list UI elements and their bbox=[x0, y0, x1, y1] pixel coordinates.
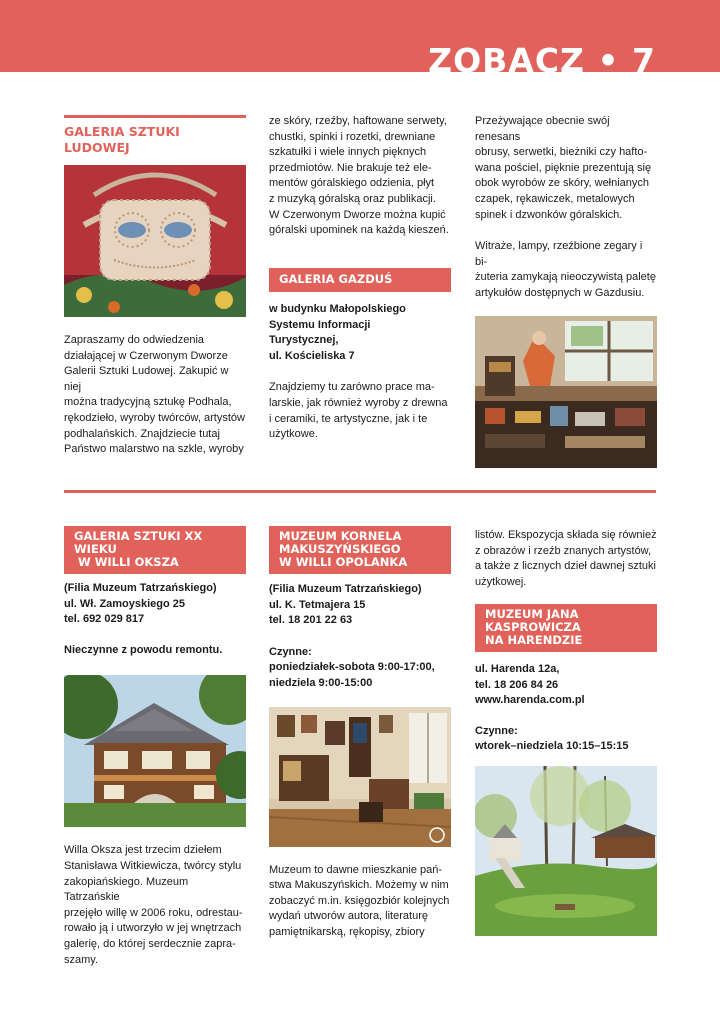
galeria-ludowa-text: Zapraszamy do odwiedzenia działającej w Czerwonym Dworze Galerii Sztuki Ludowej. Zakupić w niej można tradycyjną sztukę Podhala, rękodzieło, wyroby twórców, artystów podhalańskich. Znajdziecie tutaj Państwo malarstwo na szkle, wyroby bbox=[64, 334, 245, 456]
makuszynski-interior-photo bbox=[269, 707, 451, 847]
galeria-gazdus-continued: Przeżywające obecnie swój renesans obrusy, serwetki, bieżniki czy hafto- wana pościel, pięknie prezentują się obok wyrobów ze skóry, wełnianych czapek, rękawiczek, metalowych spinek i dzwonków góralskich. Witraże, lampy, rzeźbione zegary i bi- żuteria zamykają nieoczywistą paletę artykułów dostępnych w Gazdusiu. bbox=[475, 114, 657, 468]
page-title: ZOBACZ • 7 bbox=[428, 41, 656, 72]
muzeum-makuszynskiego-text: Muzeum to dawne mieszkanie pań- stwa Makuszyńskich. Możemy w nim zobaczyć m.in. księgozbiór kolejnych wydań utworów autora, literaturę pamiętnikarską, rękopisy, zbiory bbox=[269, 863, 450, 938]
handbag-photo bbox=[64, 165, 246, 317]
muzeum-kasprowicza-info: ul. Harenda 12a, tel. 18 206 84 26 www.harenda.com.pl bbox=[475, 663, 585, 707]
gazdus-interior-photo bbox=[475, 316, 657, 468]
muzeum-makuszynskiego-title: MUZEUM KORNELA MAKUSZYŃSKIEGO W WILLI OPOLANKA bbox=[269, 526, 451, 574]
muzeum-makuszynskiego-section bbox=[269, 526, 451, 941]
harenda-garden-photo bbox=[475, 766, 657, 936]
muzeum-kasprowicza-section bbox=[475, 604, 657, 936]
willa-oksza-photo bbox=[64, 675, 246, 827]
galeria-ludowa-continued: ze skóry, rzeźby, haftowane serwety, chustki, spinki i rozetki, drewniane szkatułki i wiele innych pięknych przedmiotów. Nie brakuje też ele- mentów góralskiego odzienia, płyt z muzyką góralską oraz publikacji. W Czerwonym Dworze można kupić góralski upominek na każdą kieszeń. bbox=[269, 115, 449, 237]
galeria-ludowa-title: GALERIA SZTUKI LUDOWEJ bbox=[64, 124, 180, 155]
galeria-xx-section bbox=[64, 526, 246, 968]
galeria-gazdus-address: w budynku Małopolskiego Systemu Informacji Turystycznej, ul. Kościeliska 7 bbox=[269, 303, 406, 362]
muzeum-makuszynskiego-hours: Czynne: poniedziałek-sobota 9:00-17:00, niedziela 9:00-15:00 bbox=[269, 645, 435, 689]
muzeum-makuszynskiego-info: (Filia Muzeum Tatrzańskiego) ul. K. Tetmajera 15 tel. 18 201 22 63 bbox=[269, 583, 422, 627]
galeria-xx-info: (Filia Muzeum Tatrzańskiego) ul. Wł. Zamoyskiego 25 tel. 692 029 817 bbox=[64, 582, 217, 626]
galeria-xx-title: GALERIA SZTUKI XX WIEKU W WILLI OKSZA bbox=[64, 526, 246, 574]
galeria-gazdus-text: Znajdziemy tu zarówno prace ma- larskie, jak również wyroby z drewna i ceramiki, te artystyczne, jak i te użytkowe. bbox=[269, 381, 448, 441]
section-divider bbox=[64, 490, 656, 493]
galeria-xx-closed: Nieczynne z powodu remontu. bbox=[64, 643, 223, 656]
muzeum-makuszynskiego-continued: listów. Ekspozycja składa się również z obrazów i rzeźb znanych artystów, a także z licznych dzieł dawnej sztuki użytkowej. bbox=[475, 529, 657, 588]
galeria-gazdus-section bbox=[269, 268, 451, 443]
galeria-ludowa-section bbox=[64, 115, 246, 458]
muzeum-kasprowicza-hours: Czynne: wtorek–niedziela 10:15–15:15 bbox=[475, 724, 629, 753]
section-rule bbox=[64, 115, 246, 118]
muzeum-kasprowicza-title: MUZEUM JANA KASPROWICZA NA HARENDZIE bbox=[475, 604, 657, 652]
galeria-gazdus-title: GALERIA GAZDUŚ bbox=[269, 268, 451, 292]
header-band bbox=[0, 0, 720, 72]
galeria-xx-text: Willa Oksza jest trzecim dziełem Stanisława Witkiewicza, twórcy stylu zakopiańskiego. Muzeum Tatrzańskie przejęło willę w 2006 roku, odrestau- rowało ją i utworzyło w jej wnętrzach galerię, do której serdecznie zapra- szamy. bbox=[64, 844, 243, 966]
